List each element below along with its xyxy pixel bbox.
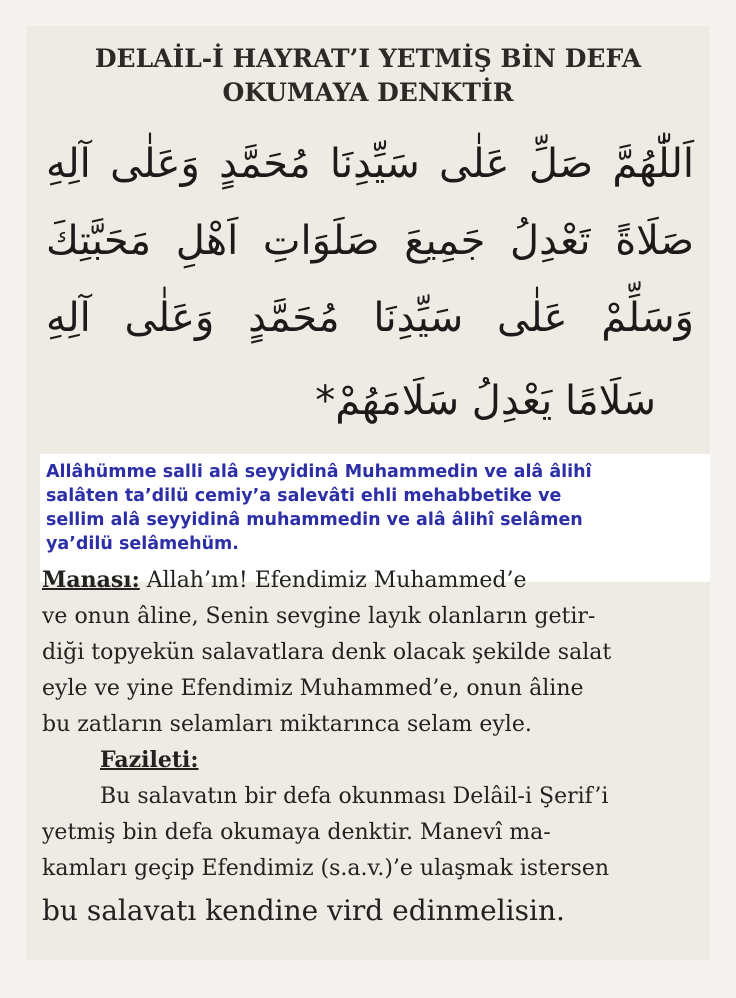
transliteration-line: ya’dilü selâmehüm. — [46, 534, 239, 554]
virtue-line: kamları geçip Efendimiz (s.a.v.)’e ulaşmak istersen — [42, 856, 610, 881]
meaning-first-text: Allah’ım! Efendimiz Muhammed’e — [139, 568, 527, 593]
title-line-2: OKUMAYA DENKTİR — [222, 78, 514, 107]
virtue-label-line — [42, 742, 682, 779]
transliteration-line: Allâhümme salli alâ seyyidinâ Muhammedin ve alâ âlihî — [46, 462, 592, 482]
transliteration-line: sellim alâ seyyidinâ muhammedin ve alâ âlihî selâmen — [46, 510, 583, 530]
meaning-section — [42, 562, 682, 743]
virtue-last-line: bu salavatı kendine vird edinmelisin. — [42, 894, 565, 927]
transliteration-line: salâten ta’dilü cemiy’a salevâti ehli mehabbetike ve — [46, 486, 562, 506]
scanned-page — [26, 26, 710, 960]
arabic-line-4: سَلَامًا يَعْدِلُ سَلَامَهُمْ* — [315, 378, 656, 424]
meaning-label: Manası: — [42, 567, 140, 593]
virtue-line: Bu salavatın bir defa okunması Delâil-i Şerif’i — [100, 784, 609, 809]
virtue-section — [42, 742, 682, 931]
virtue-line: yetmiş bin defa okumaya denktir. Manevî ma- — [42, 820, 551, 845]
meaning-first-line — [42, 562, 682, 599]
arabic-line-2: صَلَاةً تَعْدِلُ جَمِيعَ صَلَوَاتِ اَهْلِ مَحَبَّتِكَ — [46, 218, 694, 264]
page-title — [26, 42, 710, 110]
meaning-line: bu zatların selamları miktarınca selam eyle. — [42, 712, 532, 737]
arabic-line-3: وَسَلِّمْ عَلٰى سَيِّدِنَا مُحَمَّدٍ وَعَلٰى آلِهِ — [46, 295, 694, 341]
arabic-line-1: اَللّٰهُمَّ صَلِّ عَلٰى سَيِّدِنَا مُحَمَّدٍ وَعَلٰى آلِهِ — [46, 141, 694, 187]
title-line-1: DELAİL-İ HAYRAT’I YETMİŞ BİN DEFA — [94, 44, 642, 73]
meaning-line: diği topyekün salavatlara denk olacak şekilde salat — [42, 640, 612, 665]
virtue-label: Fazileti: — [100, 747, 199, 773]
meaning-line: eyle ve yine Efendimiz Muhammed’e, onun âline — [42, 676, 584, 701]
meaning-line: ve onun âline, Senin sevgine layık olanların getir- — [42, 604, 596, 629]
